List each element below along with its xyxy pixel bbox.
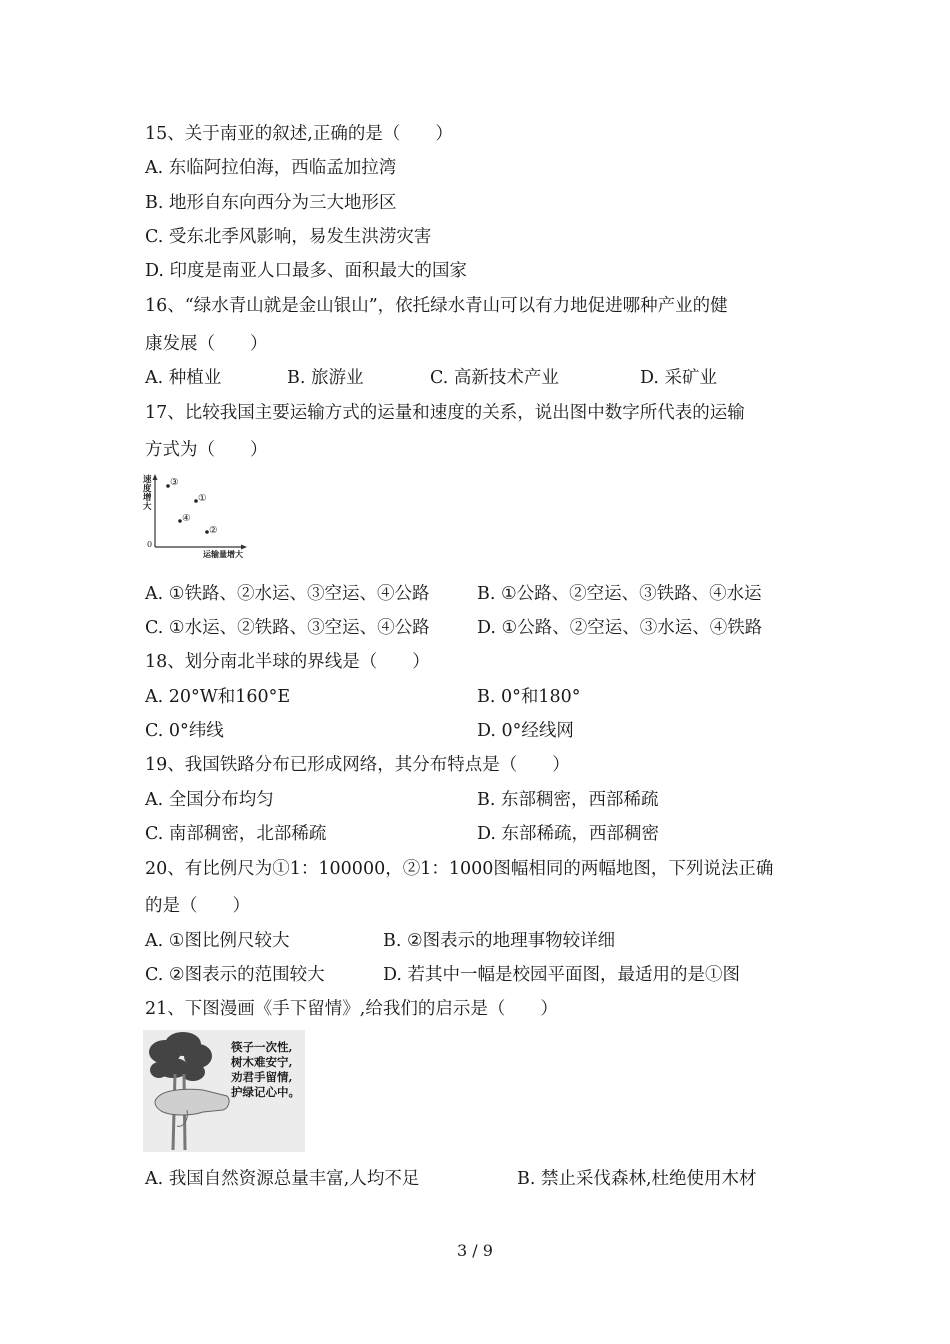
q20-option-a: A. ①图比例尺较大 [145,931,290,951]
q17-option-c: C. ①水运、②铁路、③空运、④公路 [145,618,430,638]
q17-stem-line1: 17、比较我国主要运输方式的运量和速度的关系，说出图中数字所代表的运输 [145,403,745,423]
q18-option-a: A. 20°W和160°E [145,687,291,707]
marker-label-1: ① [198,493,207,504]
q19-option-a: A. 全国分布均匀 [145,790,274,810]
cartoon-figure [143,1030,305,1152]
q15-stem: 15、关于南亚的叙述,正确的是（ ） [145,124,453,144]
q16-option-a: A. 种植业 [145,368,222,388]
q18-stem: 18、划分南北半球的界线是（ ） [145,652,430,672]
q19-option-d: D. 东部稀疏，西部稠密 [477,824,660,844]
q17-option-a: A. ①铁路、②水运、③空运、④公路 [145,584,430,604]
q19-option-b: B. 东部稠密，西部稀疏 [477,790,659,810]
q21-option-b: B. 禁止采伐森林,杜绝使用木材 [517,1169,757,1189]
q17-option-b: B. ①公路、②空运、③铁路、④水运 [477,584,762,604]
x-axis-label: 运输量增大 [203,549,243,559]
marker-label-3: ③ [170,477,179,488]
q18-option-d: D. 0°经线网 [477,721,574,741]
q21-stem: 21、下图漫画《手下留情》,给我们的启示是（ ） [145,999,558,1019]
q15-option-c: C. 受东北季风影响，易发生洪涝灾害 [145,227,432,247]
cartoon-line-2: 树木难安宁, [231,1055,293,1069]
marker-label-4: ④ [182,513,191,524]
y-axis-label: 速度增大 [143,475,152,512]
q20-option-d: D. 若其中一幅是校园平面图，最适用的是①图 [383,965,741,985]
q19-stem: 19、我国铁路分布已形成网络，其分布特点是（ ） [145,755,570,775]
q16-stem-line2: 康发展（ ） [145,334,268,354]
q16-option-d: D. 采矿业 [640,368,718,388]
q16-option-b: B. 旅游业 [287,368,364,388]
cartoon-line-1: 筷子一次性, [231,1040,293,1054]
q20-option-c: C. ②图表示的范围较大 [145,965,325,985]
tree-canopy [149,1032,212,1081]
q17-option-d: D. ①公路、②空运、③水运、④铁路 [477,618,763,638]
transport-chart-figure [143,474,248,559]
q18-option-c: C. 0°纬线 [145,721,224,741]
q15-option-b: B. 地形自东向西分为三大地形区 [145,193,397,213]
q19-option-c: C. 南部稠密，北部稀疏 [145,824,327,844]
q20-stem-line2: 的是（ ） [145,896,250,916]
q17-stem-line2: 方式为（ ） [145,440,268,460]
origin-label: 0 [147,540,153,549]
cartoon-line-4: 护绿记心中。 [231,1085,300,1099]
hand-shape [155,1089,229,1115]
q16-stem-line1: 16、“绿水青山就是金山银山”，依托绿水青山可以有力地促进哪种产业的健 [145,296,728,316]
q15-option-d: D. 印度是南亚人口最多、面积最大的国家 [145,261,468,281]
marker-label-2: ② [209,525,218,536]
cartoon-line-3: 劝君手留情, [231,1070,293,1084]
y-axis-arrow [153,474,158,480]
page-number: 3 / 9 [457,1241,493,1260]
transport-chart-svg [143,474,248,559]
q20-stem-line1: 20、有比例尺为①1：100000，②1：1000图幅相同的两幅地图，下列说法正确 [145,859,774,879]
q15-option-a: A. 东临阿拉伯海，西临孟加拉湾 [145,158,397,178]
q18-option-b: B. 0°和180° [477,687,581,707]
q16-option-c: C. 高新技术产业 [430,368,559,388]
q20-option-b: B. ②图表示的地理事物较详细 [383,931,616,951]
q21-option-a: A. 我国自然资源总量丰富,人均不足 [145,1169,420,1189]
